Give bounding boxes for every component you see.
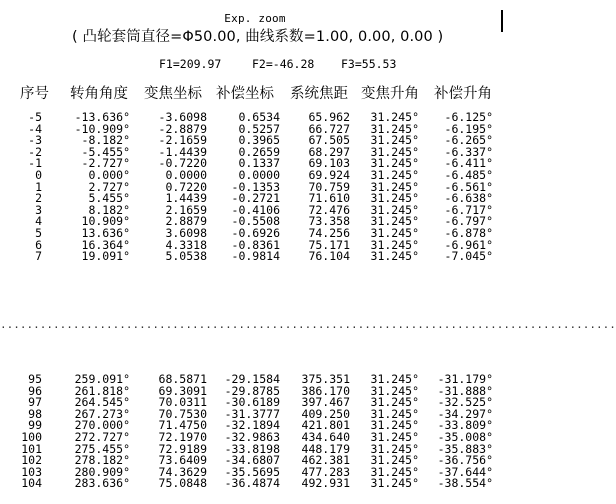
cell-rotation-angle: 275.455° <box>74 441 130 456</box>
cell-zoom-lift-angle: 31.245° <box>370 144 419 159</box>
cell-compensation-coordinate: -32.9863 <box>224 429 280 444</box>
cell-system-focal-length: 71.610 <box>308 191 350 206</box>
cell-zoom-coordinate: 70.7530 <box>158 406 207 421</box>
cell-rotation-angle: 264.545° <box>74 395 130 410</box>
cell-index: 98 <box>28 406 42 421</box>
cell-zoom-lift-angle: 31.245° <box>370 249 419 264</box>
cell-compensation-coordinate: 0.0000 <box>238 167 280 182</box>
cell-system-focal-length: 477.283 <box>301 464 350 479</box>
cell-rotation-angle: 270.000° <box>74 418 130 433</box>
cell-index: 6 <box>35 237 42 252</box>
cell-zoom-coordinate: 74.3629 <box>158 464 207 479</box>
cell-system-focal-length: 409.250 <box>301 406 350 421</box>
cell-system-focal-length: 73.358 <box>308 214 350 229</box>
cell-rotation-angle: -10.909° <box>74 121 130 136</box>
column-header-compensation-lift-angle: 补偿升角 <box>434 86 492 102</box>
cell-system-focal-length: 65.962 <box>308 110 350 124</box>
table-row <box>0 251 510 263</box>
cell-system-focal-length: 397.467 <box>301 395 350 410</box>
cell-rotation-angle: 280.909° <box>74 464 130 479</box>
cell-compensation-coordinate: -0.9814 <box>231 249 280 264</box>
cell-zoom-lift-angle: 31.245° <box>370 406 419 421</box>
cell-zoom-coordinate: 5.0538 <box>165 249 207 264</box>
cell-compensation-lift-angle: -37.644° <box>437 464 493 479</box>
cell-system-focal-length: 386.170 <box>301 383 350 398</box>
cell-zoom-lift-angle: 31.245° <box>370 121 419 136</box>
cell-compensation-coordinate: 0.5257 <box>238 121 280 136</box>
cell-index: -2 <box>28 144 42 159</box>
cell-zoom-lift-angle: 31.245° <box>370 110 419 124</box>
cell-zoom-coordinate: -2.8879 <box>158 121 207 136</box>
text-cursor <box>501 10 503 32</box>
cell-zoom-coordinate: 73.6409 <box>158 453 207 468</box>
cell-index: 3 <box>35 202 42 217</box>
cell-index: 5 <box>35 225 42 240</box>
cell-zoom-coordinate: -0.7220 <box>158 156 207 171</box>
cell-zoom-coordinate: 72.1970 <box>158 429 207 444</box>
cell-zoom-coordinate: 0.7220 <box>165 179 207 194</box>
cell-system-focal-length: 72.476 <box>308 202 350 217</box>
column-header-rotation-angle: 转角角度 <box>70 86 128 102</box>
cell-rotation-angle: 259.091° <box>74 372 130 386</box>
cell-index: -5 <box>28 110 42 124</box>
cell-rotation-angle: -8.182° <box>81 133 130 148</box>
table-body-bottom <box>0 374 510 490</box>
cell-index: 7 <box>35 249 42 264</box>
cell-compensation-lift-angle: -6.125° <box>444 110 493 124</box>
cell-rotation-angle: 272.727° <box>74 429 130 444</box>
cell-rotation-angle: -13.636° <box>74 110 130 124</box>
table-body-top <box>0 112 510 263</box>
cell-compensation-coordinate: -29.1584 <box>224 372 280 386</box>
cell-index: -4 <box>28 121 42 136</box>
omitted-rows-separator: ............................................................................................. <box>0 318 616 331</box>
cell-zoom-lift-angle: 31.245° <box>370 225 419 240</box>
cell-index: 95 <box>28 372 42 386</box>
cell-index: -1 <box>28 156 42 171</box>
cell-zoom-lift-angle: 31.245° <box>370 202 419 217</box>
cell-system-focal-length: 421.801 <box>301 418 350 433</box>
cell-compensation-coordinate: 0.2659 <box>238 144 280 159</box>
cell-system-focal-length: 462.381 <box>301 453 350 468</box>
cell-index: 101 <box>21 441 42 456</box>
cell-index: 103 <box>21 464 42 479</box>
cell-zoom-coordinate: 72.9189 <box>158 441 207 456</box>
cell-zoom-lift-angle: 31.245° <box>370 191 419 206</box>
cell-system-focal-length: 492.931 <box>301 476 350 491</box>
cell-system-focal-length: 434.640 <box>301 429 350 444</box>
cell-compensation-coordinate: -35.5695 <box>224 464 280 479</box>
cell-index: 104 <box>21 476 42 491</box>
cell-zoom-lift-angle: 31.245° <box>370 464 419 479</box>
cell-rotation-angle: 8.182° <box>88 202 130 217</box>
column-header-zoom-coordinate: 变焦坐标 <box>144 86 202 102</box>
cell-zoom-lift-angle: 31.245° <box>370 156 419 171</box>
cell-compensation-lift-angle: -6.717° <box>444 202 493 217</box>
cell-index: 100 <box>21 429 42 444</box>
cell-compensation-lift-angle: -6.878° <box>444 225 493 240</box>
cell-system-focal-length: 76.104 <box>308 249 350 264</box>
cell-compensation-lift-angle: -6.265° <box>444 133 493 148</box>
cell-index: 96 <box>28 383 42 398</box>
cell-zoom-lift-angle: 31.245° <box>370 179 419 194</box>
cell-zoom-lift-angle: 31.245° <box>370 418 419 433</box>
cell-compensation-lift-angle: -35.008° <box>437 429 493 444</box>
cell-compensation-lift-angle: -6.561° <box>444 179 493 194</box>
cell-compensation-lift-angle: -6.797° <box>444 214 493 229</box>
cell-compensation-coordinate: -0.1353 <box>231 179 280 194</box>
cell-compensation-lift-angle: -6.638° <box>444 191 493 206</box>
cell-compensation-coordinate: -31.3777 <box>224 406 280 421</box>
cell-zoom-lift-angle: 31.245° <box>370 476 419 491</box>
cell-rotation-angle: 2.727° <box>88 179 130 194</box>
cell-system-focal-length: 66.727 <box>308 121 350 136</box>
cell-zoom-coordinate: -2.1659 <box>158 133 207 148</box>
cell-zoom-coordinate: -1.4439 <box>158 144 207 159</box>
cell-compensation-lift-angle: -7.045° <box>444 249 493 264</box>
table-row <box>0 478 510 490</box>
focal-f2: F2=-46.28 <box>252 57 315 71</box>
cell-zoom-coordinate: 2.8879 <box>165 214 207 229</box>
cell-compensation-lift-angle: -6.337° <box>444 144 493 159</box>
cell-system-focal-length: 70.759 <box>308 179 350 194</box>
cell-compensation-coordinate: -34.6807 <box>224 453 280 468</box>
cell-rotation-angle: 19.091° <box>81 249 130 264</box>
cell-index: 97 <box>28 395 42 410</box>
cell-system-focal-length: 448.179 <box>301 441 350 456</box>
cell-rotation-angle: 283.636° <box>74 476 130 491</box>
cell-zoom-lift-angle: 31.245° <box>370 395 419 410</box>
cell-system-focal-length: 75.171 <box>308 237 350 252</box>
cam-sleeve-parameters-title: ( 凸轮套筒直径=Φ50.00, 曲线系数=1.00, 0.00, 0.00 ) <box>72 29 444 45</box>
cell-rotation-angle: 16.364° <box>81 237 130 252</box>
cell-compensation-coordinate: -0.4106 <box>231 202 280 217</box>
cell-compensation-coordinate: -29.8785 <box>224 383 280 398</box>
cell-zoom-coordinate: 69.3091 <box>158 383 207 398</box>
cell-compensation-lift-angle: -35.883° <box>437 441 493 456</box>
cell-zoom-lift-angle: 31.245° <box>370 383 419 398</box>
cell-compensation-lift-angle: -31.888° <box>437 383 493 398</box>
cell-zoom-lift-angle: 31.245° <box>370 441 419 456</box>
cell-zoom-coordinate: 71.4750 <box>158 418 207 433</box>
cell-compensation-lift-angle: -34.297° <box>437 406 493 421</box>
cell-compensation-coordinate: -30.6189 <box>224 395 280 410</box>
cell-zoom-lift-angle: 31.245° <box>370 429 419 444</box>
cell-zoom-lift-angle: 31.245° <box>370 372 419 386</box>
cell-compensation-lift-angle: -36.756° <box>437 453 493 468</box>
cell-zoom-lift-angle: 31.245° <box>370 214 419 229</box>
cell-system-focal-length: 74.256 <box>308 225 350 240</box>
cell-zoom-coordinate: -3.6098 <box>158 110 207 124</box>
cell-index: 0 <box>35 167 42 182</box>
cell-compensation-coordinate: -0.8361 <box>231 237 280 252</box>
cell-system-focal-length: 67.505 <box>308 133 350 148</box>
cell-compensation-coordinate: -0.5508 <box>231 214 280 229</box>
cell-rotation-angle: 10.909° <box>81 214 130 229</box>
cell-zoom-lift-angle: 31.245° <box>370 167 419 182</box>
cell-compensation-lift-angle: -32.525° <box>437 395 493 410</box>
cell-compensation-coordinate: 0.1337 <box>238 156 280 171</box>
cell-index: 99 <box>28 418 42 433</box>
cell-compensation-lift-angle: -33.809° <box>437 418 493 433</box>
cell-zoom-lift-angle: 31.245° <box>370 237 419 252</box>
cell-compensation-lift-angle: -6.195° <box>444 121 493 136</box>
cell-system-focal-length: 69.103 <box>308 156 350 171</box>
cell-compensation-coordinate: -0.6926 <box>231 225 280 240</box>
cell-zoom-coordinate: 2.1659 <box>165 202 207 217</box>
column-header-compensation-coordinate: 补偿坐标 <box>216 86 274 102</box>
cell-rotation-angle: 261.818° <box>74 383 130 398</box>
cell-zoom-coordinate: 0.0000 <box>165 167 207 182</box>
cell-index: 1 <box>35 179 42 194</box>
focal-f1: F1=209.97 <box>159 57 222 71</box>
cell-zoom-coordinate: 3.6098 <box>165 225 207 240</box>
cell-zoom-coordinate: 68.5871 <box>158 372 207 386</box>
exp-zoom-title: Exp. zoom <box>224 12 286 25</box>
cell-compensation-coordinate: -32.1894 <box>224 418 280 433</box>
column-header-system-focal-length: 系统焦距 <box>290 86 348 102</box>
cell-zoom-coordinate: 1.4439 <box>165 191 207 206</box>
cell-compensation-coordinate: 0.6534 <box>238 110 280 124</box>
cell-zoom-coordinate: 4.3318 <box>165 237 207 252</box>
focal-f3: F3=55.53 <box>341 57 397 71</box>
cell-index: -3 <box>28 133 42 148</box>
cell-index: 2 <box>35 191 42 206</box>
cell-rotation-angle: -5.455° <box>81 144 130 159</box>
cell-rotation-angle: 278.182° <box>74 453 130 468</box>
cell-compensation-lift-angle: -6.961° <box>444 237 493 252</box>
cell-system-focal-length: 68.297 <box>308 144 350 159</box>
cell-zoom-lift-angle: 31.245° <box>370 133 419 148</box>
cell-zoom-lift-angle: 31.245° <box>370 453 419 468</box>
cell-system-focal-length: 69.924 <box>308 167 350 182</box>
cell-rotation-angle: 13.636° <box>81 225 130 240</box>
cell-system-focal-length: 375.351 <box>301 372 350 386</box>
cell-rotation-angle: 5.455° <box>88 191 130 206</box>
cell-rotation-angle: -2.727° <box>81 156 130 171</box>
column-header-index: 序号 <box>20 86 49 102</box>
cell-compensation-lift-angle: -6.411° <box>444 156 493 171</box>
cell-rotation-angle: 0.000° <box>88 167 130 182</box>
cell-compensation-lift-angle: -31.179° <box>437 372 493 386</box>
cell-compensation-lift-angle: -6.485° <box>444 167 493 182</box>
cell-zoom-coordinate: 75.0848 <box>158 476 207 491</box>
cell-compensation-coordinate: 0.3965 <box>238 133 280 148</box>
cell-compensation-lift-angle: -38.554° <box>437 476 493 491</box>
cell-index: 4 <box>35 214 42 229</box>
column-header-zoom-lift-angle: 变焦升角 <box>361 86 419 102</box>
cell-compensation-coordinate: -0.2721 <box>231 191 280 206</box>
cell-rotation-angle: 267.273° <box>74 406 130 421</box>
cell-compensation-coordinate: -33.8198 <box>224 441 280 456</box>
cell-compensation-coordinate: -36.4874 <box>224 476 280 491</box>
cell-index: 102 <box>21 453 42 468</box>
cell-zoom-coordinate: 70.0311 <box>158 395 207 410</box>
